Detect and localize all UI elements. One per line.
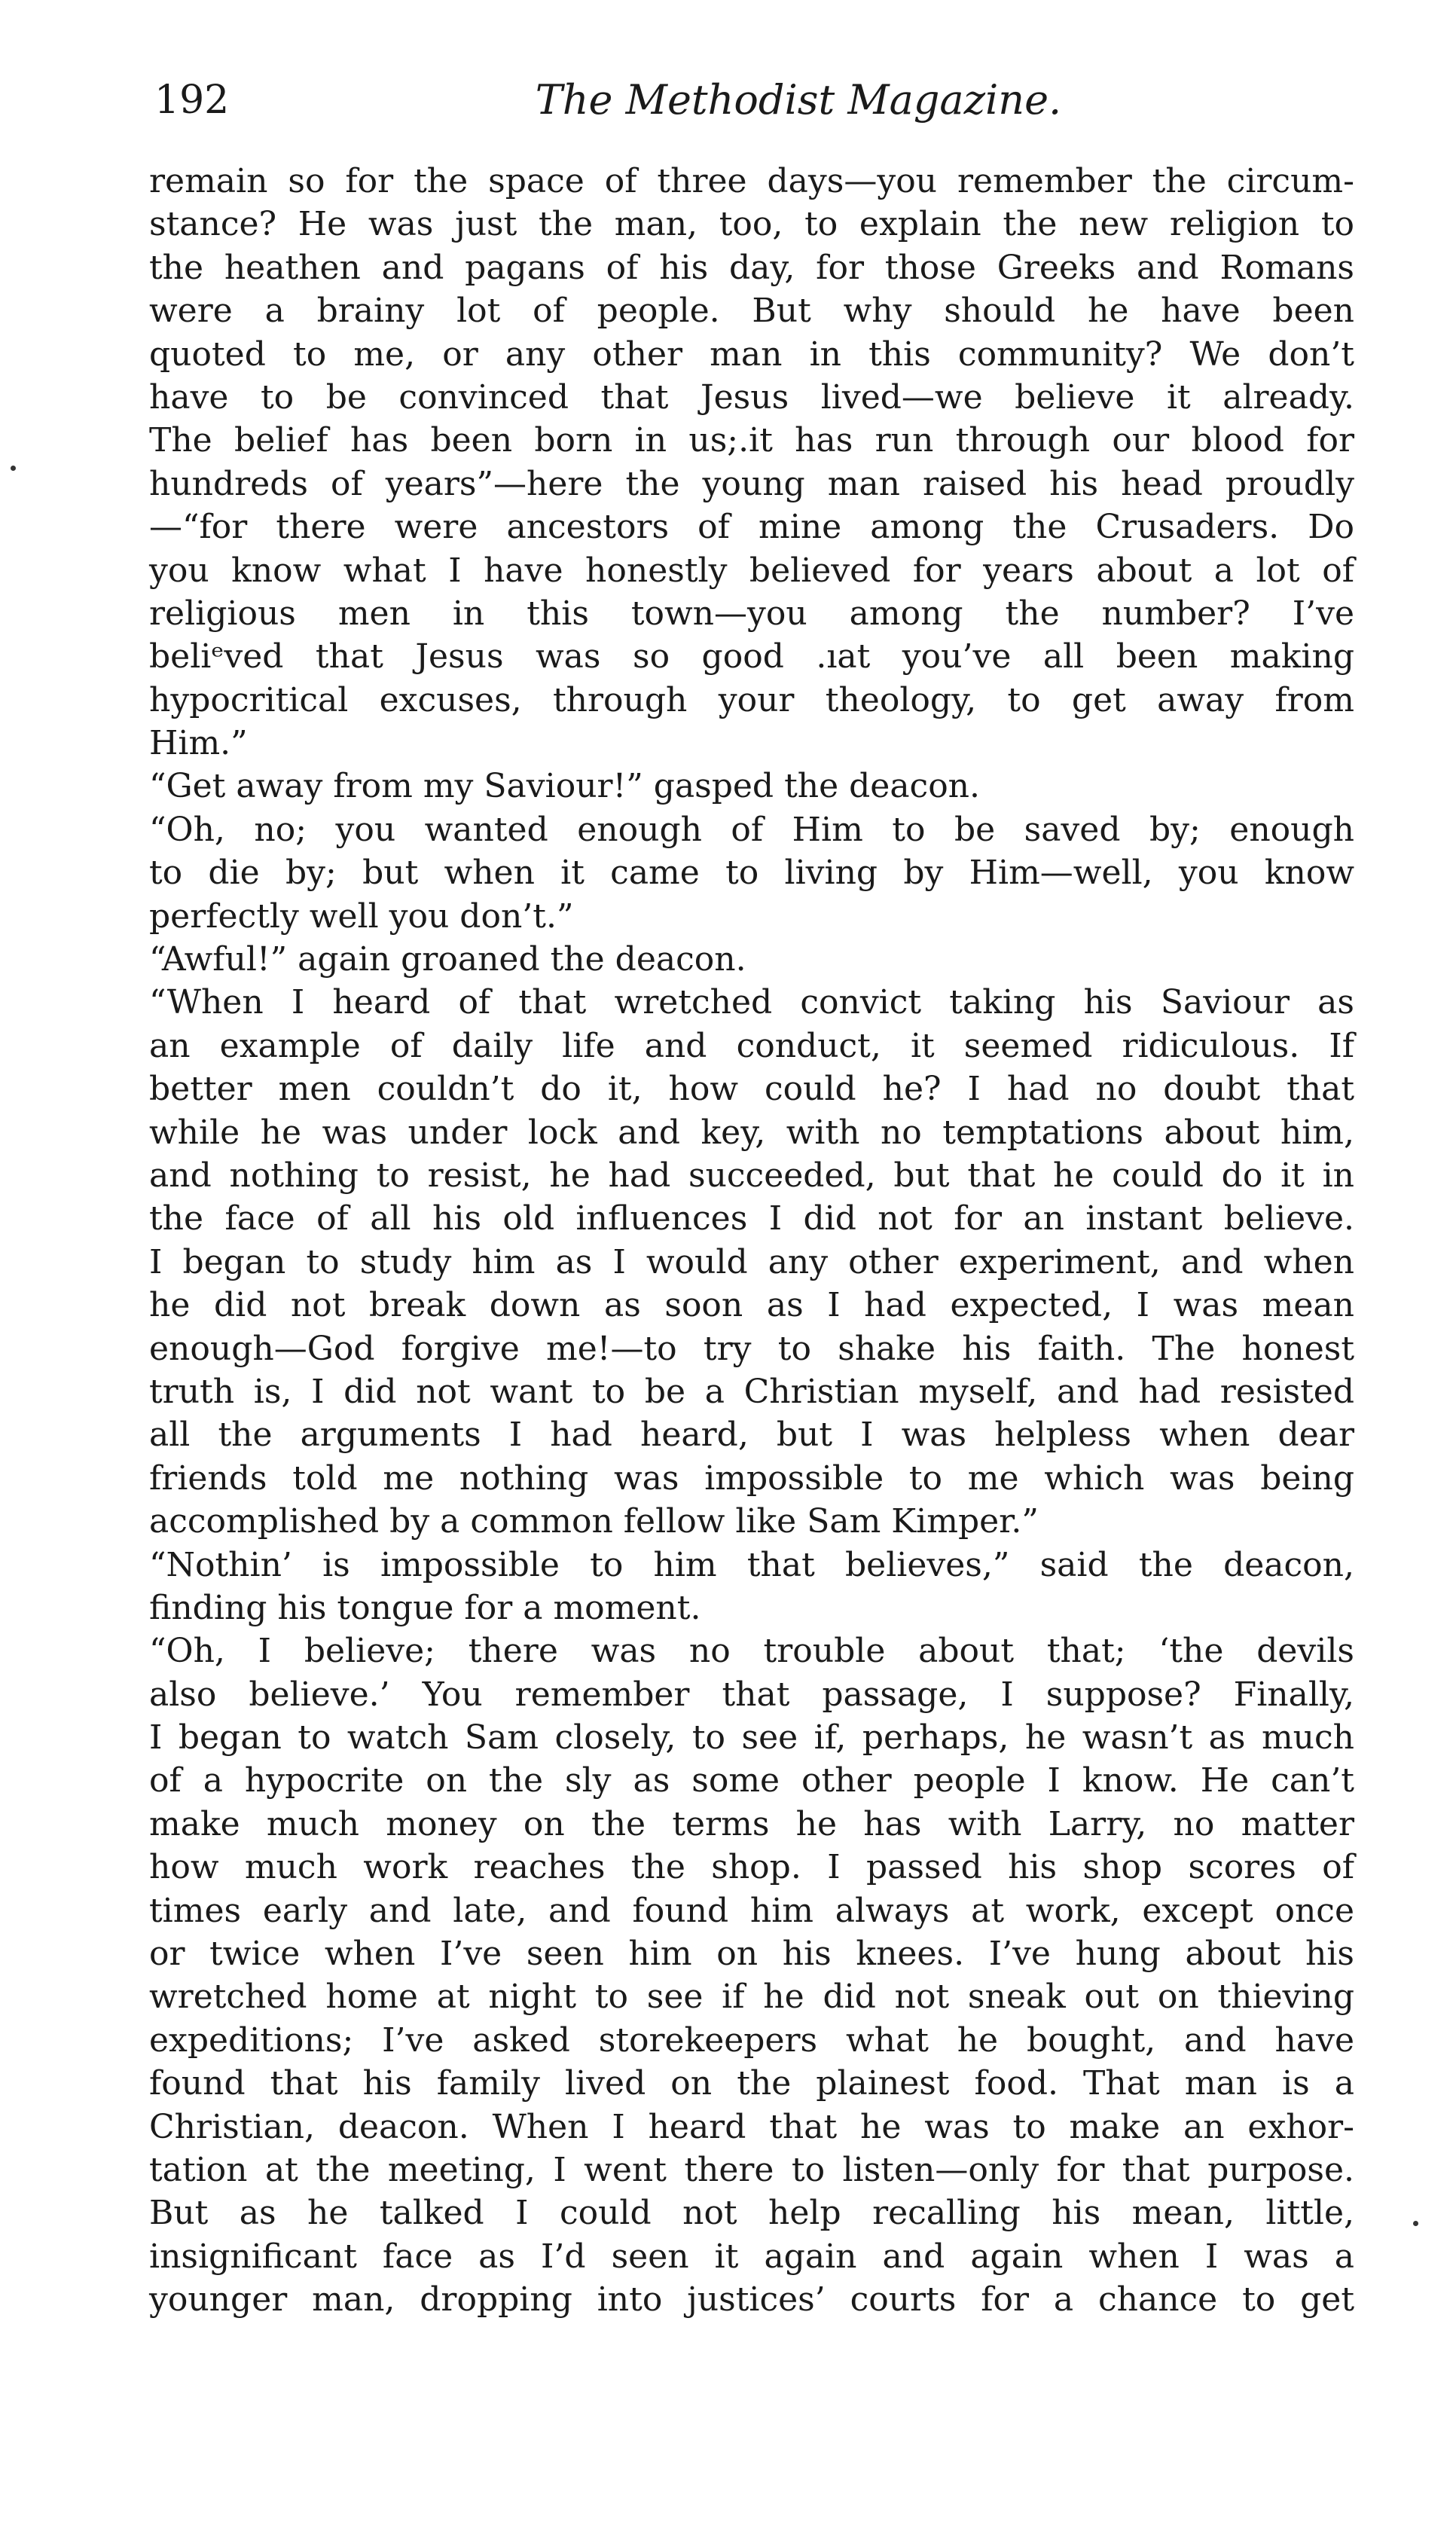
text-line: enough—God forgive me!—to try to shake his faith. The honest bbox=[149, 1329, 1354, 1368]
text-line: the heathen and pagans of his day, for those Greeks and Romans bbox=[149, 248, 1354, 287]
text-line: “Nothin’ is impossible to him that believes,” said the deacon, bbox=[149, 1545, 1354, 1584]
text-line: how much work reaches the shop. I passed his shop scores of bbox=[149, 1848, 1354, 1887]
running-header bbox=[154, 66, 1352, 134]
text-line: all the arguments I had heard, but I was helpless when dear bbox=[149, 1416, 1354, 1455]
text-line: “Awful!” again groaned the deacon. bbox=[149, 940, 746, 979]
text-line: make much money on the terms he has with Larry, no matter bbox=[149, 1804, 1354, 1843]
text-line: also believe.’ You remember that passage, I suppose? Finally, bbox=[149, 1675, 1354, 1714]
text-line: were a brainy lot of people. But why should he have been bbox=[149, 292, 1354, 331]
text-line: tation at the meeting, I went there to listen—only for that purpose. bbox=[149, 2150, 1354, 2189]
text-line: hundreds of years”—here the young man raised his head proudly bbox=[149, 464, 1354, 503]
text-line: while he was under lock and key, with no temptations about him, bbox=[149, 1113, 1354, 1152]
text-line: quoted to me, or any other man in this community? We don’t bbox=[149, 334, 1354, 374]
margin-speck bbox=[1413, 2221, 1418, 2226]
text-line: “Get away from my Saviour!” gasped the deacon. bbox=[149, 767, 981, 806]
text-line: better men couldn’t do it, how could he? I had no doubt that bbox=[149, 1070, 1354, 1109]
text-line: or twice when I’ve seen him on his knees. I’ve hung about his bbox=[149, 1935, 1354, 1974]
text-line: The belief has been born in us;.it has run through our blood for bbox=[149, 421, 1354, 460]
page-number: 192 bbox=[154, 78, 230, 123]
text-line: “Oh, I believe; there was no trouble about that; ‘the devils bbox=[149, 1632, 1354, 1671]
text-line: an example of daily life and conduct, it seemed ridiculous. If bbox=[149, 1026, 1354, 1065]
text-line: finding his tongue for a moment. bbox=[149, 1588, 701, 1627]
text-line: the face of all his old influences I did not for an instant believe. bbox=[149, 1199, 1354, 1238]
text-line: you know what I have honestly believed for years about a lot of bbox=[149, 551, 1354, 590]
text-line: truth is, I did not want to be a Christian myself, and had resisted bbox=[149, 1372, 1354, 1411]
text-line: younger man, dropping into justices’ courts for a chance to get bbox=[149, 2280, 1354, 2320]
text-line: he did not break down as soon as I had expected, I was mean bbox=[149, 1286, 1354, 1325]
text-line: to die by; but when it came to living by Him—well, you know bbox=[149, 854, 1354, 893]
text-line: insignificant face as I’d seen it again and again when I was a bbox=[149, 2237, 1354, 2276]
text-line: But as he talked I could not help recalling his mean, little, bbox=[149, 2194, 1354, 2233]
text-line: beliᵉved that Jesus was so good .ıat you’ve all been making bbox=[149, 637, 1354, 676]
text-line: —“for there were ancestors of mine among the Crusaders. Do bbox=[149, 508, 1354, 547]
text-line: friends told me nothing was impossible to me which was being bbox=[149, 1458, 1354, 1498]
text-line: “Oh, no; you wanted enough of Him to be saved by; enough bbox=[149, 810, 1354, 849]
text-line: found that his family lived on the plainest food. That man is a bbox=[149, 2064, 1354, 2103]
journal-title: The Methodist Magazine. bbox=[535, 76, 1062, 124]
text-line: Him.” bbox=[149, 724, 248, 763]
text-line: stance? He was just the man, too, to explain the new religion to bbox=[149, 205, 1354, 244]
text-line: I began to watch Sam closely, to see if, perhaps, he wasn’t as much bbox=[149, 1718, 1354, 1758]
text-line: I began to study him as I would any other experiment, and when bbox=[149, 1242, 1354, 1281]
text-line: Christian, deacon. When I heard that he was to make an exhor- bbox=[149, 2107, 1354, 2146]
text-line: perfectly well you don’t.” bbox=[149, 896, 574, 936]
margin-speck bbox=[11, 466, 16, 471]
text-line: times early and late, and found him always at work, except once bbox=[149, 1891, 1354, 1930]
text-line: hypocritical excuses, through your theology, to get away from bbox=[149, 680, 1354, 719]
text-line: remain so for the space of three days—you remember the circum- bbox=[149, 162, 1354, 200]
text-line: expeditions; I’ve asked storekeepers what he bought, and have bbox=[149, 2020, 1354, 2060]
text-line: “When I heard of that wretched convict taking his Saviour as bbox=[149, 983, 1354, 1022]
text-line: religious men in this town—you among the number? I’ve bbox=[149, 594, 1354, 633]
text-line: accomplished by a common fellow like Sam Kimper.” bbox=[149, 1502, 1039, 1541]
text-line: and nothing to resist, he had succeeded, but that he could do it in bbox=[149, 1156, 1354, 1195]
text-line: wretched home at night to see if he did not sneak out on thieving bbox=[149, 1978, 1354, 2017]
text-line: have to be convinced that Jesus lived—we believe it already. bbox=[149, 377, 1354, 417]
text-line: of a hypocrite on the sly as some other people I know. He can’t bbox=[149, 1761, 1354, 1800]
body-text bbox=[149, 160, 1354, 2322]
